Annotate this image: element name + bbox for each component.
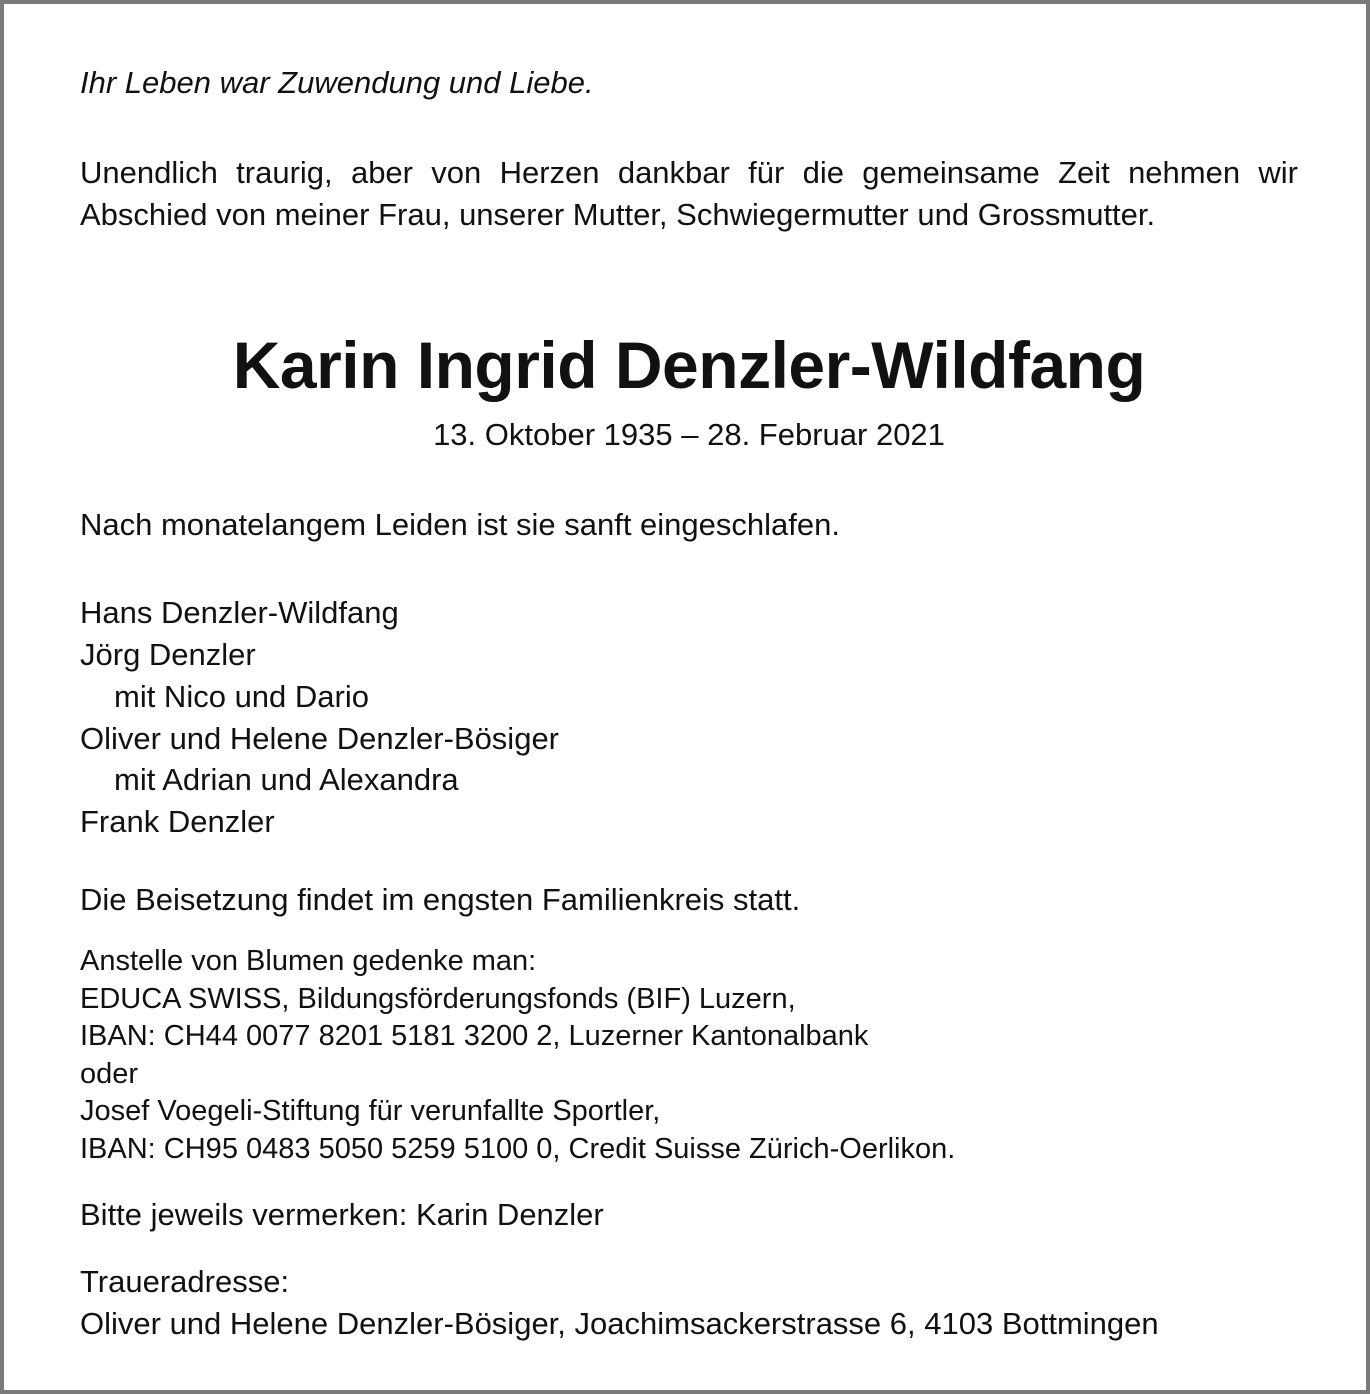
donation-line: IBAN: CH95 0483 5050 5259 5100 0, Credit Suisse Zürich-Oerlikon. — [80, 1133, 956, 1165]
motto: Ihr Leben war Zuwendung und Liebe. — [80, 65, 594, 100]
intro-paragraph: Unendlich traurig, aber von Herzen dankbar für die gemeinsame Zeit nehmen wir Abschied von meiner Frau, unserer Mutter, Schwiegermutter und Grossmutter. — [80, 155, 1298, 232]
donation-line: Josef Voegeli-Stiftung für verunfallte Sportler, — [80, 1095, 661, 1127]
mourner: Hans Denzler-Wildfang — [80, 595, 399, 630]
mourner: Frank Denzler — [80, 804, 275, 839]
mourner-children: mit Nico und Dario — [114, 679, 369, 714]
mourner: Jörg Denzler — [80, 637, 256, 672]
address-label: Traueradresse: — [80, 1264, 290, 1299]
passing-note: Nach monatelangem Leiden ist sie sanft eingeschlafen. — [80, 507, 840, 542]
burial-note: Die Beisetzung findet im engsten Familienkreis statt. — [80, 882, 801, 917]
mourner: Oliver und Helene Denzler-Bösiger — [80, 721, 560, 756]
address-value: Oliver und Helene Denzler-Bösiger, Joachimsackerstrasse 6, 4103 Bottmingen — [80, 1306, 1159, 1341]
life-dates: 13. Oktober 1935 – 28. Februar 2021 — [433, 417, 945, 452]
deceased-name: Karin Ingrid Denzler-Wildfang — [232, 328, 1146, 402]
donation-line: oder — [80, 1058, 139, 1090]
mourner-children: mit Adrian und Alexandra — [114, 762, 459, 797]
reference-note: Bitte jeweils vermerken: Karin Denzler — [80, 1197, 604, 1232]
donation-line: IBAN: CH44 0077 8201 5181 3200 2, Luzerner Kantonalbank — [80, 1020, 869, 1052]
donation-line: EDUCA SWISS, Bildungsförderungsfonds (BIF) Luzern, — [80, 983, 796, 1015]
donation-line: Anstelle von Blumen gedenke man: — [80, 945, 537, 977]
